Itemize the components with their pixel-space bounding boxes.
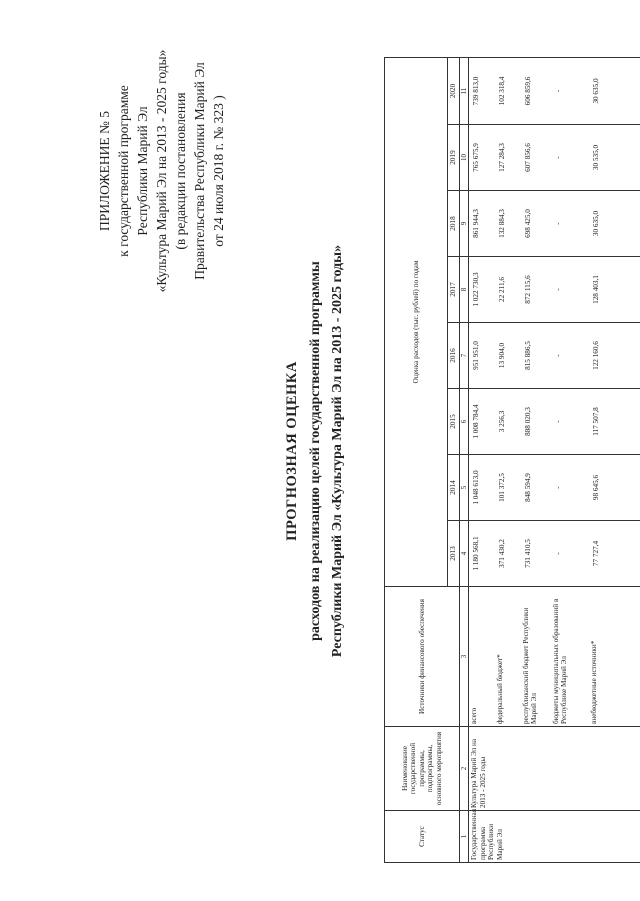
value-cell: 30 535,0 (589, 125, 640, 191)
header-name: Наименование государственной программы, подпрограммы, основного мероприятия (385, 727, 460, 811)
value-cell: 3 256,3 (495, 389, 521, 455)
column-number: 10 (459, 125, 469, 191)
column-number: 11 (459, 57, 469, 124)
value-cell: 371 430,2 (495, 521, 521, 587)
column-number: 1 (459, 811, 469, 863)
appendix-line: (в редакции постановления (173, 92, 188, 250)
expense-estimate-table (384, 57, 640, 863)
year-cell: 2015 (448, 389, 460, 455)
appendix-block (95, 1, 228, 341)
year-cell: 2016 (448, 323, 460, 389)
value-cell: - (551, 257, 589, 323)
value-cell: 1 180 568,1 (469, 521, 495, 587)
column-number: 4 (459, 521, 469, 587)
value-cell: - (551, 389, 589, 455)
value-cell: 606 859,6 (521, 57, 551, 124)
value-cell: 13 904,0 (495, 323, 521, 389)
column-number: 7 (459, 323, 469, 389)
title-line-1: расходов на реализацию целей государственной программы (308, 261, 323, 641)
value-cell: 77 727,4 (589, 521, 640, 587)
value-cell: 117 507,8 (589, 389, 640, 455)
value-cell: 698 425,0 (521, 191, 551, 257)
column-number: 3 (459, 587, 469, 727)
header-source: Источники финансового обеспечения (385, 587, 460, 727)
column-number-row (459, 57, 469, 862)
value-cell: 1 022 730,3 (469, 257, 495, 323)
year-cell: 2014 (448, 455, 460, 521)
column-number: 2 (459, 727, 469, 811)
appendix-line: Правительства Республики Марий Эл (192, 62, 207, 280)
value-cell: 22 211,6 (495, 257, 521, 323)
value-cell: - (551, 191, 589, 257)
appendix-line: к государственной программе (116, 85, 131, 257)
value-cell: 951 951,0 (469, 323, 495, 389)
program-name-cell: Культура Марий Эл на 2013 - 2025 годы (469, 727, 640, 811)
value-cell: 30 635,0 (589, 57, 640, 124)
value-cell: 122 160,6 (589, 323, 640, 389)
appendix-line: ПРИЛОЖЕНИЕ № 5 (97, 110, 112, 232)
value-cell: - (551, 323, 589, 389)
value-cell: 739 813,0 (469, 57, 495, 124)
value-cell: 30 635,0 (589, 191, 640, 257)
year-cell: 2017 (448, 257, 460, 323)
value-cell: - (551, 455, 589, 521)
column-number: 6 (459, 389, 469, 455)
value-cell: 98 645,6 (589, 455, 640, 521)
appendix-line: «Культура Марий Эл на 2013 - 2025 годы» (154, 49, 169, 293)
year-cell: 2013 (448, 521, 460, 587)
year-cell: 2018 (448, 191, 460, 257)
status-cell: Государственная программа Республики Марий Эл (469, 811, 640, 863)
value-cell: 731 410,5 (521, 521, 551, 587)
appendix-line: от 24 июля 2018 г. № 323 ) (211, 95, 226, 247)
source-cell: бюджеты муниципальных образований в Республике Марий Эл (551, 587, 589, 727)
header-row (385, 57, 448, 862)
value-cell: 1 048 613,0 (469, 455, 495, 521)
value-cell: 132 884,3 (495, 191, 521, 257)
title-line-2: Республики Марий Эл «Культура Марий Эл на 2013 - 2025 годы» (330, 244, 345, 658)
table-row (469, 57, 495, 862)
header-status: Статус (385, 811, 460, 863)
value-cell: 815 886,5 (521, 323, 551, 389)
value-cell: - (551, 521, 589, 587)
value-cell: - (551, 125, 589, 191)
value-cell: - (551, 57, 589, 124)
value-cell: 128 403,1 (589, 257, 640, 323)
appendix-line: Республики Марий Эл (135, 106, 150, 236)
value-cell: 848 594,9 (521, 455, 551, 521)
header-estimate: Оценка расходов (тыс. рублей) по годам (385, 57, 448, 586)
title-main: ПРОГНОЗНАЯ ОЦЕНКА (284, 361, 300, 541)
document-title (282, 81, 346, 821)
value-cell: 607 856,6 (521, 125, 551, 191)
source-cell: республиканский бюджет Республики Марий Эл (521, 587, 551, 727)
value-cell: 872 115,6 (521, 257, 551, 323)
column-number: 9 (459, 191, 469, 257)
source-cell: всего (469, 587, 495, 727)
value-cell: 861 944,3 (469, 191, 495, 257)
value-cell: 765 675,9 (469, 125, 495, 191)
source-cell: федеральный бюджет* (495, 587, 521, 727)
year-cell: 2019 (448, 125, 460, 191)
year-cell: 2020 (448, 57, 460, 124)
value-cell: 888 020,3 (521, 389, 551, 455)
value-cell: 101 372,5 (495, 455, 521, 521)
column-number: 8 (459, 257, 469, 323)
column-number: 5 (459, 455, 469, 521)
source-cell: внебюджетные источники* (589, 587, 640, 727)
value-cell: 102 318,4 (495, 57, 521, 124)
value-cell: 1 008 784,4 (469, 389, 495, 455)
value-cell: 127 284,3 (495, 125, 521, 191)
